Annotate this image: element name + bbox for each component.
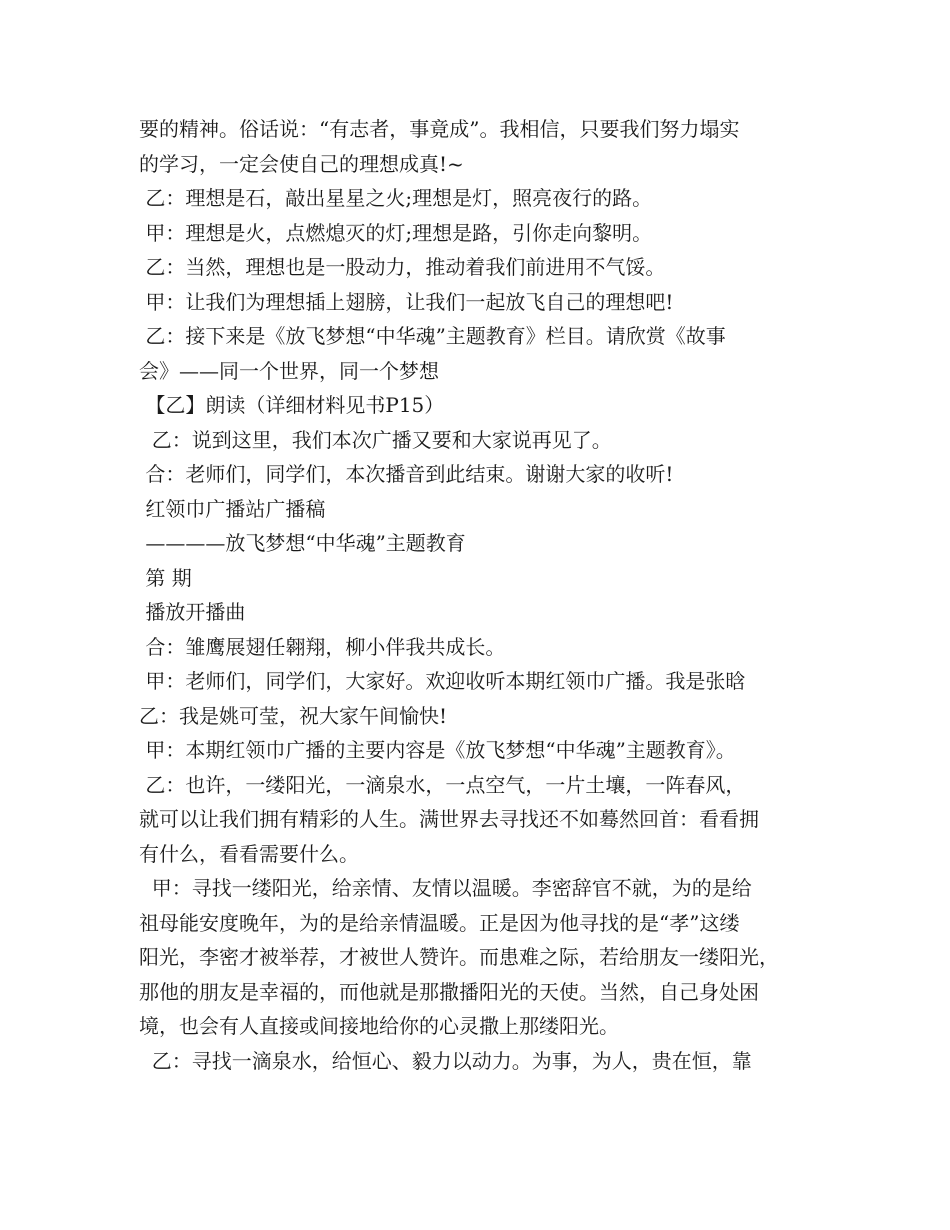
text-line: 播放开播曲 [139,600,246,624]
text-line: 就可以让我们拥有精彩的人生。满世界去寻找还不如蓦然回首：看看拥 [139,807,759,831]
text-line: 乙：理想是石，敲出星星之火;理想是灯，照亮夜行的路。 [139,186,653,210]
text-line: 甲：理想是火，点燃熄灭的灯;理想是路，引你走向黎明。 [139,220,653,245]
text-line: 祖母能安度晚年，为的是给亲情温暖。正是因为他寻找的是“孝”这缕 [139,910,740,935]
text-line: 合：雏鹰展翅任翱翔，柳小伴我共成长。 [139,634,506,659]
text-line: 甲：本期红领巾广播的主要内容是《放飞梦想“中华魂”主题教育》。 [139,738,736,762]
text-line: 乙：接下来是《放飞梦想“中华魂”主题教育》栏目。请欣赏《故事 [139,324,726,348]
text-line: 会》——同一个世界，同一个梦想 [139,358,439,383]
text-line: 乙：我是姚可莹，祝大家午间愉快! [139,703,448,728]
section-title: 红领巾广播站广播稿 [139,496,326,521]
text-line: 合：老师们，同学们，本次播音到此结束。谢谢大家的收听! [139,462,674,486]
text-line: 乙：当然，理想也是一股动力，推动着我们前进用不气馁。 [139,255,666,279]
text-line: 那他的朋友是幸福的，而他就是那撒播阳光的天使。当然，自己身处困 [139,979,759,1004]
text-line: 乙：也许，一缕阳光，一滴泉水，一点空气，一片土壤，一阵春风， [139,772,746,797]
text-line: 的学习，一定会使自己的理想成真!~ [139,151,464,176]
document-body [139,112,829,1078]
text-line: 乙：寻找一滴泉水，给恒心、毅力以动力。为事，为人，贵在恒，靠 [139,1048,752,1073]
text-line: 甲：老师们，同学们，大家好。欢迎收听本期红领巾广播。我是张晗 [139,669,746,693]
text-line: 甲：寻找一缕阳光，给亲情、友情以温暖。李密辞官不就，为的是给 [139,876,752,900]
issue-number: 第 期 [139,565,192,590]
section-subtitle: ————放飞梦想“中华魂”主题教育 [139,531,466,555]
text-line: 有什么，看看需要什么。 [139,841,359,866]
text-line: 【乙】朗读（详细材料见书P15） [139,393,445,417]
text-line: 要的精神。俗话说：“有志者，事竟成”。我相信，只要我们努力塌实 [139,117,740,141]
text-line: 乙：说到这里，我们本次广播又要和大家说再见了。 [139,427,612,452]
text-line: 甲：让我们为理想插上翅膀，让我们一起放飞自己的理想吧! [139,289,674,314]
text-line: 境，也会有人直接或间接地给你的心灵撒上那缕阳光。 [139,1014,619,1038]
text-line: 阳光，李密才被举荐，才被世人赞许。而患难之际，若给朋友一缕阳光， [139,945,779,969]
